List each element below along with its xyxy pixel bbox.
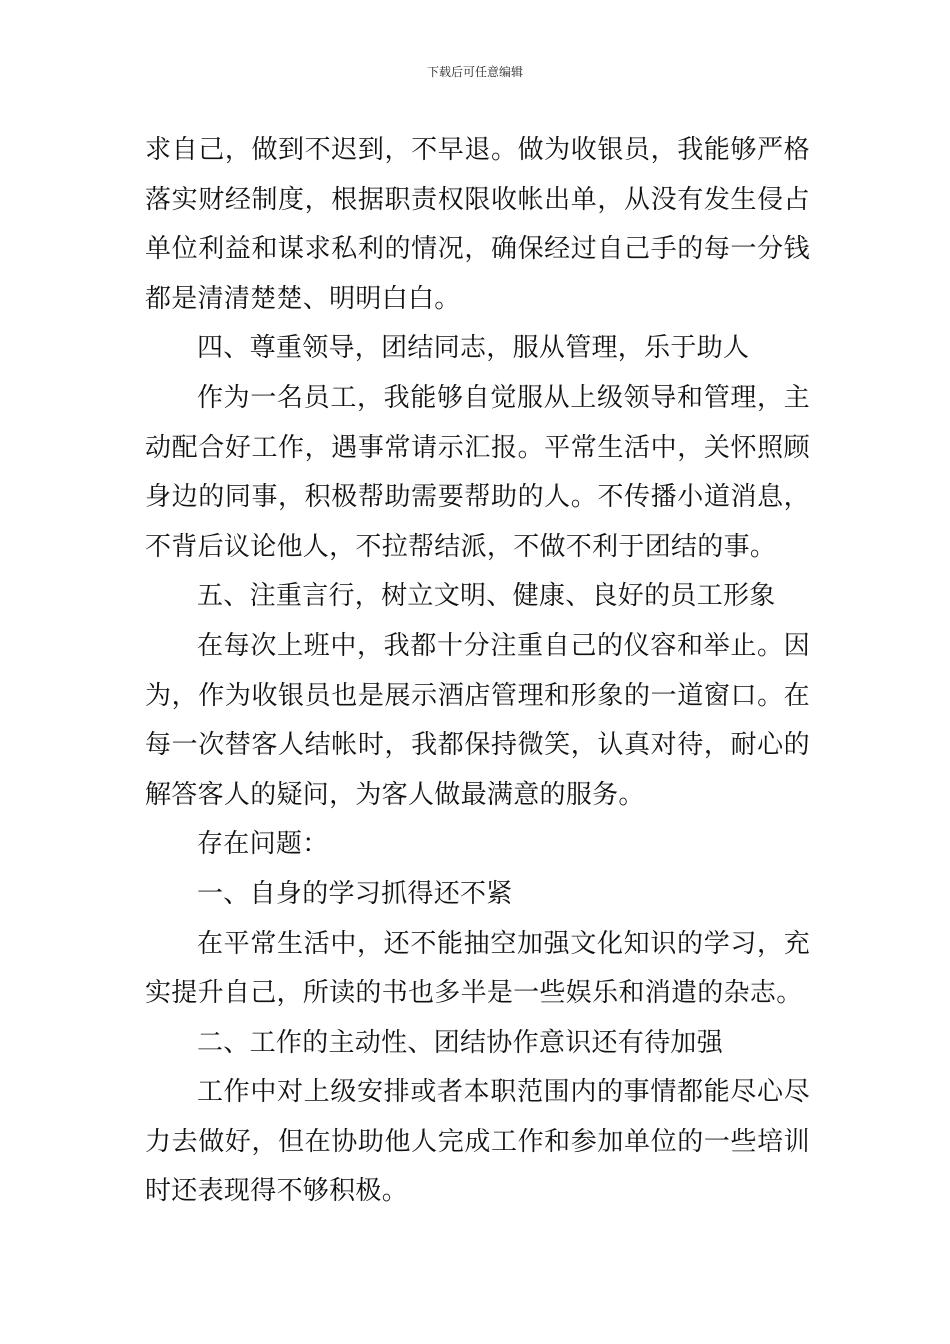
paragraph-2: 作为一名员工，我能够自觉服从上级领导和管理，主动配合好工作，遇事常请示汇报。平常生活中，关怀照顾身边的同事，积极帮助需要帮助的人。不传播小道消息，不背后议论他人，不拉帮结派，不做不利于团结的事。 [145, 382, 810, 562]
section-heading-4: 四、尊重领导，团结同志，服从管理，乐于助人 [197, 333, 750, 364]
section-heading-5: 五、注重言行，树立文明、健康、良好的员工形象 [197, 581, 776, 612]
document-body [145, 126, 810, 1217]
paragraph-4: 在平常生活中，还不能抽空加强文化知识的学习，充实提升自己，所读的书也多半是一些娱乐和消遣的杂志。 [145, 928, 810, 1009]
paragraph-3: 在每次上班中，我都十分注重自己的仪容和举止。因为，作为收银员也是展示酒店管理和形象的一道窗口。在每一次替客人结帐时，我都保持微笑，认真对待，耐心的解答客人的疑问，为客人做最满意的服务。 [145, 630, 810, 810]
paragraph-5: 工作中对上级安排或者本职范围内的事情都能尽心尽力去做好，但在协助他人完成工作和参加单位的一些培训时还表现得不够积极。 [145, 1077, 810, 1207]
problem-heading-1: 一、自身的学习抓得还不紧 [197, 878, 513, 909]
paragraph-1: 求自己，做到不迟到，不早退。做为收银员，我能够严格落实财经制度，根据职责权限收帐出单，从没有发生侵占单位利益和谋求私利的情况，确保经过自己手的每一分钱都是清清楚楚、明明白白。 [145, 135, 810, 314]
problem-heading-2: 二、工作的主动性、团结协作意识还有待加强 [197, 1027, 724, 1058]
problems-heading: 存在问题： [197, 829, 329, 860]
page-header: 下载后可任意编辑 [426, 65, 523, 79]
